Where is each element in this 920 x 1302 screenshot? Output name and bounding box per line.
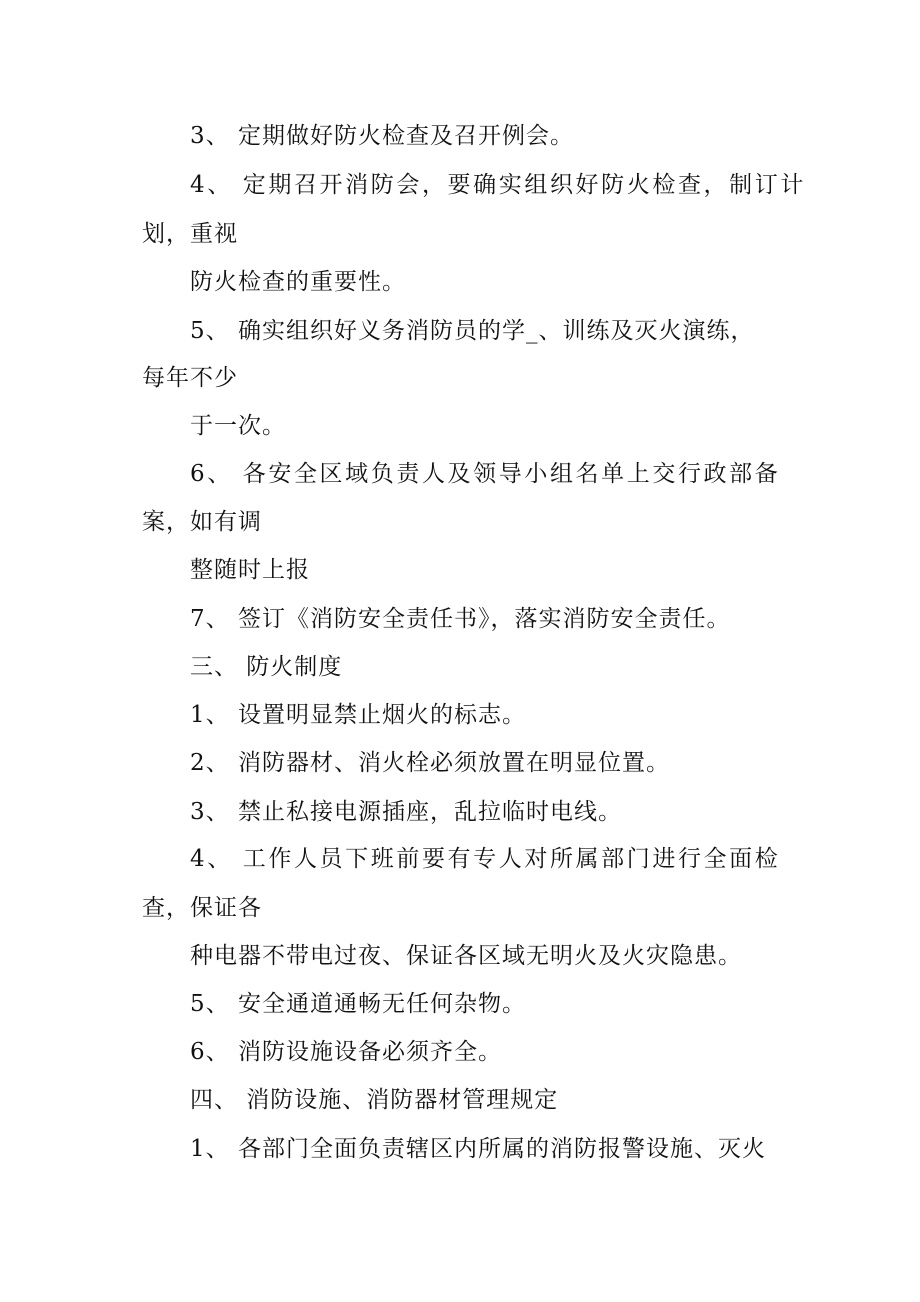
paragraph-line: 7、 签订《消防安全责任书》，落实消防安全责任。 — [190, 606, 731, 632]
paragraph-line: 2、 消防器材、消火栓必须放置在明显位置。 — [190, 750, 670, 776]
paragraph-line: 3、 定期做好防火检查及召开例会。 — [190, 123, 574, 149]
paragraph-line: 防火检查的重要性。 — [190, 269, 406, 295]
paragraph-line: 4、 工作人员下班前要有专人对所属部门进行全面检 — [190, 846, 781, 872]
paragraph-line: 5、 安全通道通畅无任何杂物。 — [190, 991, 526, 1017]
section-heading: 四、 消防设施、消防器材管理规定 — [190, 1087, 559, 1113]
paragraph-line: 整随时上报 — [190, 557, 310, 583]
paragraph-line: 5、 确实组织好义务消防员的学_、训练及灭火演练， — [190, 318, 755, 344]
paragraph-line: 查，保证各 — [142, 895, 262, 921]
paragraph-line: 1、 设置明显禁止烟火的标志。 — [190, 702, 526, 728]
paragraph-line: 于一次。 — [190, 413, 286, 439]
paragraph-line: 每年不少 — [142, 365, 238, 391]
paragraph-line: 3、 禁止私接电源插座，乱拉临时电线。 — [190, 799, 622, 825]
paragraph-line: 1、 各部门全面负责辖区内所属的消防报警设施、灭火 — [190, 1136, 766, 1162]
paragraph-line: 种电器不带电过夜、保证各区域无明火及火灾隐患。 — [190, 943, 742, 969]
paragraph-line: 4、 定期召开消防会，要确实组织好防火检查，制订计 — [190, 172, 806, 198]
paragraph-line: 6、 各安全区域负责人及领导小组名单上交行政部备 — [190, 461, 781, 487]
paragraph-line: 案，如有调 — [142, 509, 262, 535]
paragraph-line: 划，重视 — [142, 221, 238, 247]
paragraph-line: 6、 消防设施设备必须齐全。 — [190, 1039, 502, 1065]
section-heading: 三、 防火制度 — [190, 654, 343, 680]
